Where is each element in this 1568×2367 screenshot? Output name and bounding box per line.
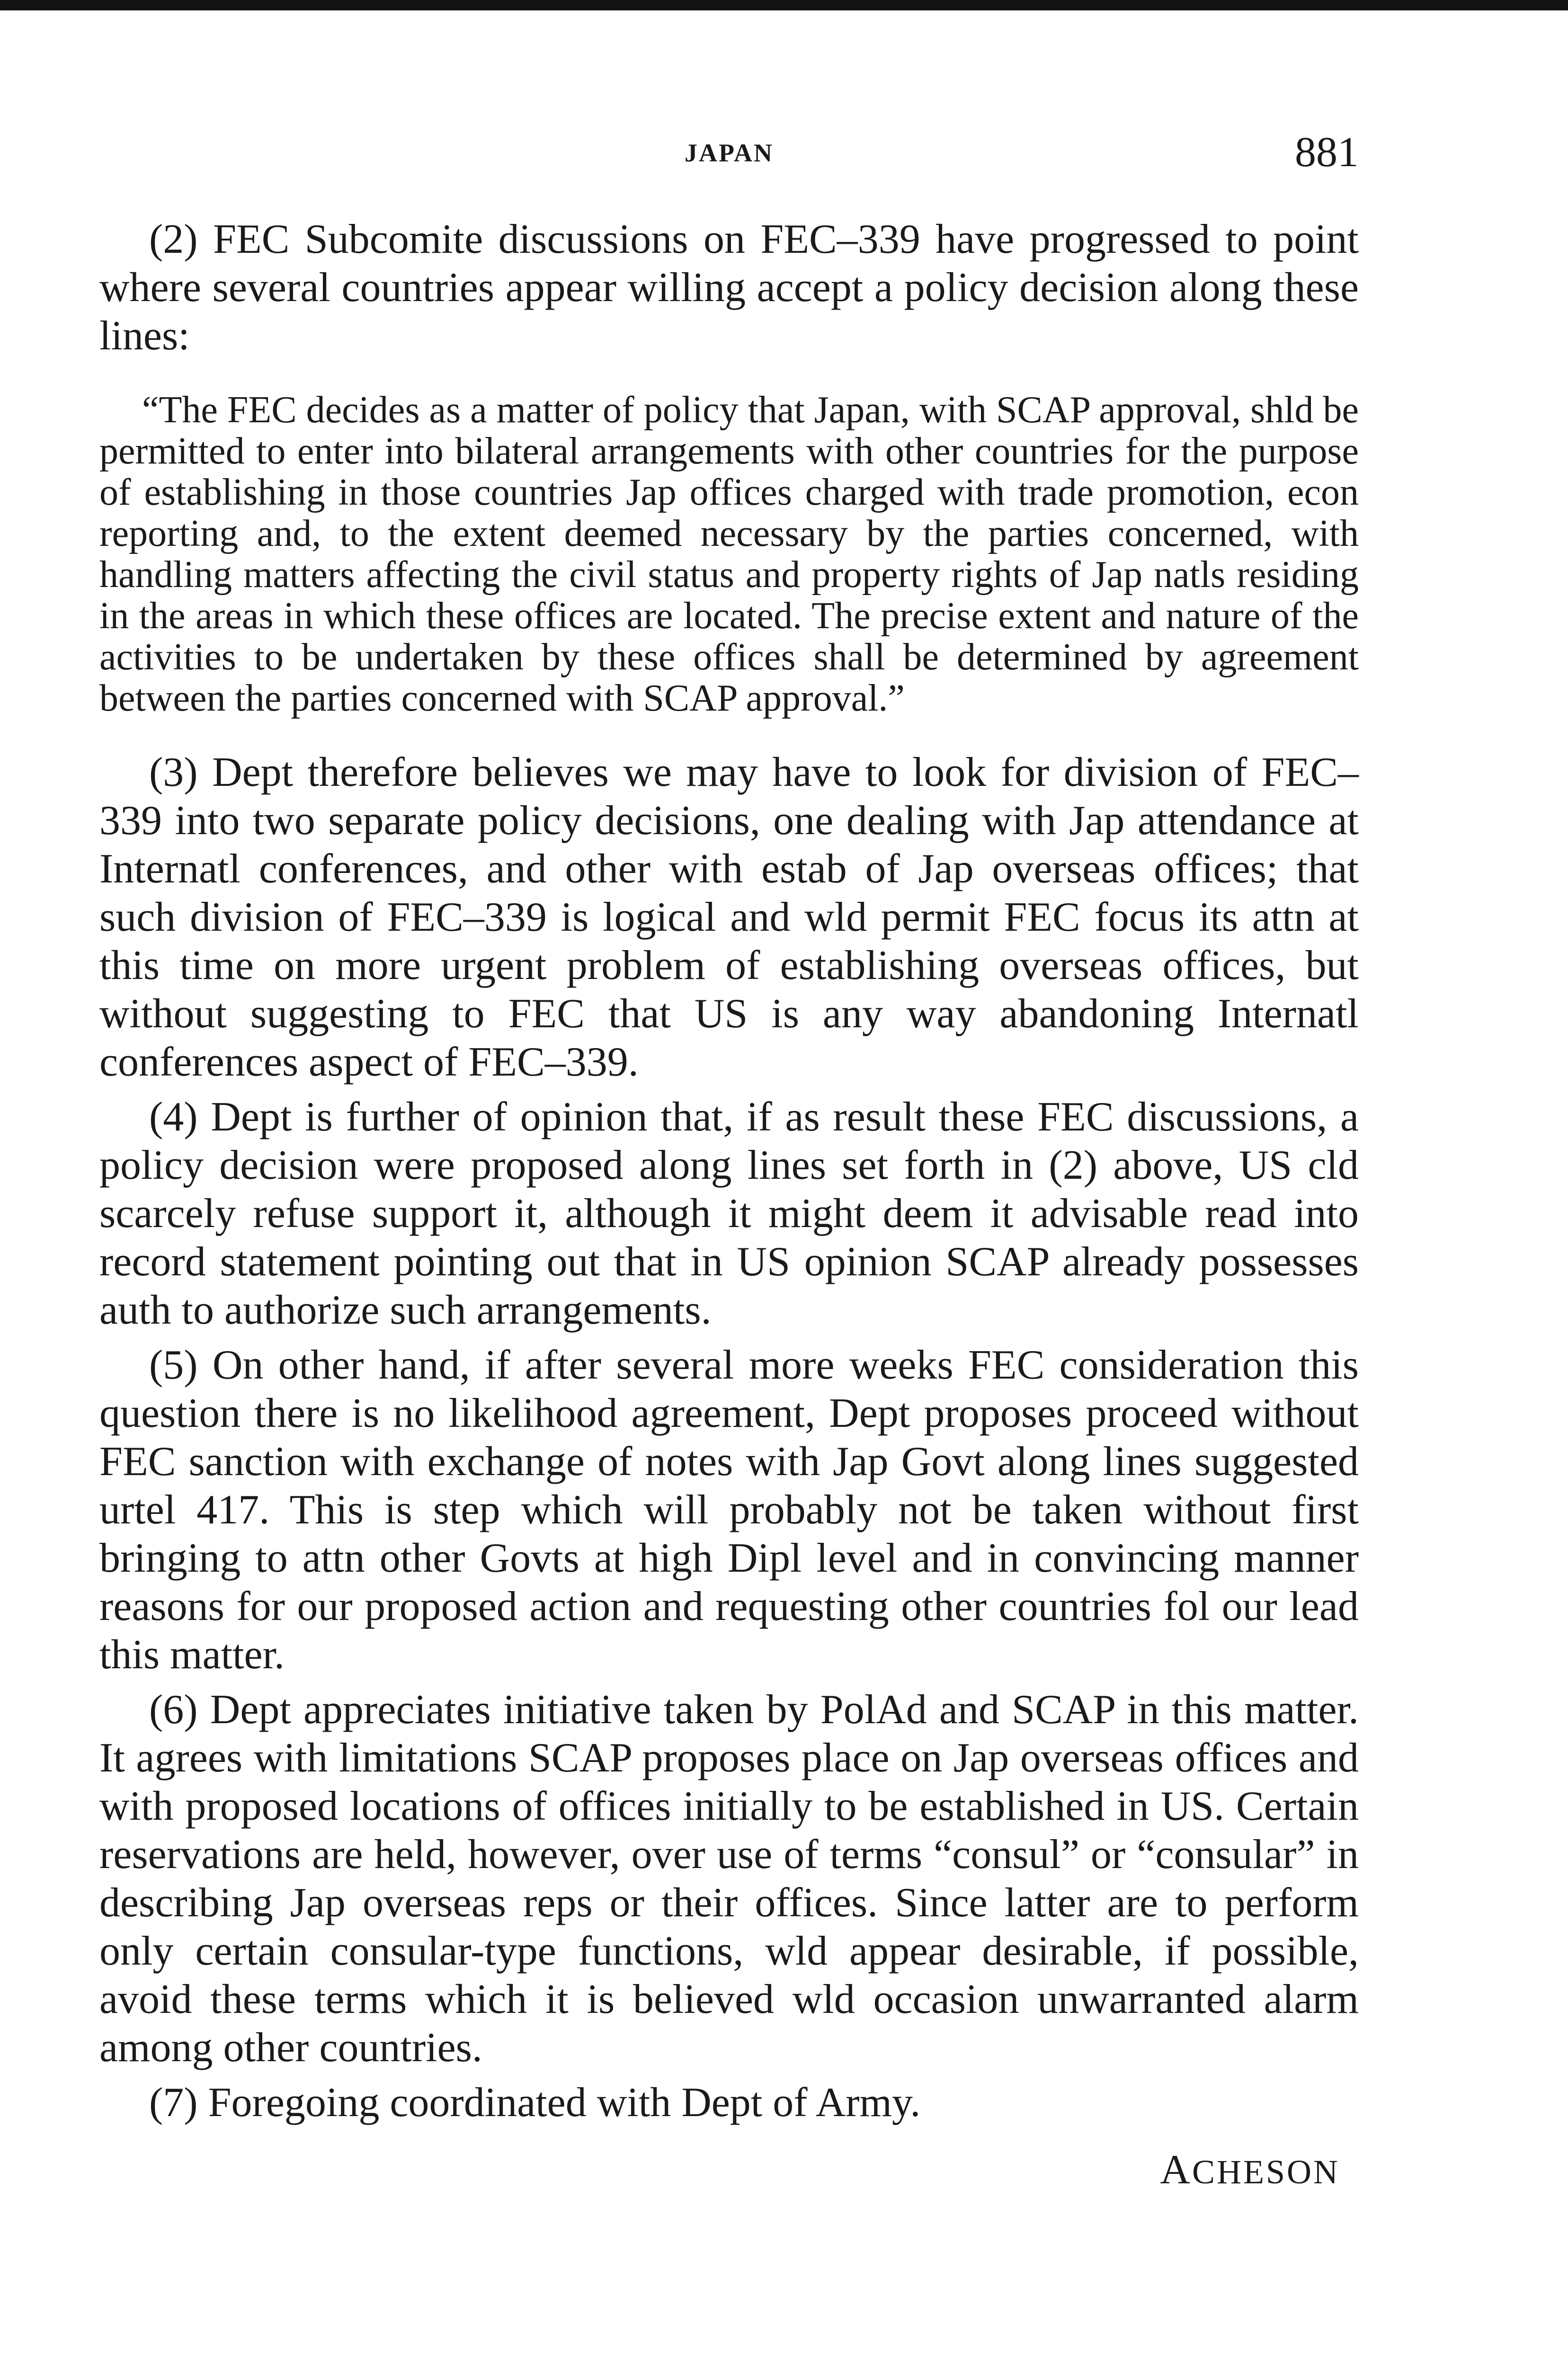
quoted-policy-text: “The FEC decides as a matter of policy that Japan, with SCAP approval, shld be permitted to enter into bilateral arrangements with other countries for the purpose of establishing in those countries Jap offices charged with trade promotion, econ reporting and, to the extent deemed necessary by the parties concerned, with handling matters affecting the civil status and property rights of Jap natls residing in the areas in which these offices are located. The precise extent and nature of the activities to be undertaken by these offices shall be determined by agreement between the parties concerned with SCAP approval.” xyxy=(99,389,1359,719)
paragraph-5: (5) On other hand, if after several more weeks FEC consideration this question there is no likelihood agreement, Dept proposes proceed without FEC sanction with exchange of notes with Jap Govt along lines suggested urtel 417. This is step which will probably not be taken without first bringing to attn other Govts at high Dipl level and in convincing manner reasons for our proposed action and requesting other countries fol our lead this matter. xyxy=(99,1342,1359,1678)
running-title: JAPAN xyxy=(685,139,774,167)
paragraph-6: (6) Dept appreciates initiative taken by PolAd and SCAP in this matter. It agrees with limitations SCAP proposes place on Jap overseas offices and with proposed locations of offices initially to be established in US. Certain reservations are held, however, over use of terms “consul” or “consular” in describing Jap overseas reps or their offices. Since latter are to perform only certain consular-type functions, wld appear desirable, if possible, avoid these terms which it is believed wld occasion unwarranted alarm among other countries. xyxy=(99,1687,1359,2071)
paragraph-4: (4) Dept is further of opinion that, if as result these FEC discussions, a policy decision were proposed along lines set forth in (2) above, US cld scarcely refuse support it, although it might deem it advisable read into record statement pointing out that in US opinion SCAP already possesses auth to authorize such arrangements. xyxy=(99,1094,1359,1333)
paragraph-2: (2) FEC Subcomite discussions on FEC–339 have progressed to point where several countries appear willing accept a policy decision along these lines: xyxy=(99,216,1359,359)
paragraph-7: (7) Foregoing coordinated with Dept of Army. xyxy=(149,2080,921,2126)
running-header xyxy=(99,128,1359,180)
document-body xyxy=(99,215,1359,2194)
signature-acheson xyxy=(99,2146,1359,2194)
signature-initial: A xyxy=(1160,2147,1192,2193)
top-border-rule xyxy=(0,0,1568,10)
paragraph-3: (3) Dept therefore believes we may have to look for division of FEC–339 into two separate policy decisions, one dealing with Jap attendance at Internatl conferences, and other with estab of Jap overseas offices; that such division of FEC–339 is logical and wld permit FEC focus its attn at this time on more urgent problem of establishing overseas offices, but without suggesting to FEC that US is any way abandoning Internatl conferences aspect of FEC–339. xyxy=(99,749,1359,1085)
page-number: 881 xyxy=(1295,129,1359,176)
signature-rest: CHESON xyxy=(1192,2153,1340,2191)
